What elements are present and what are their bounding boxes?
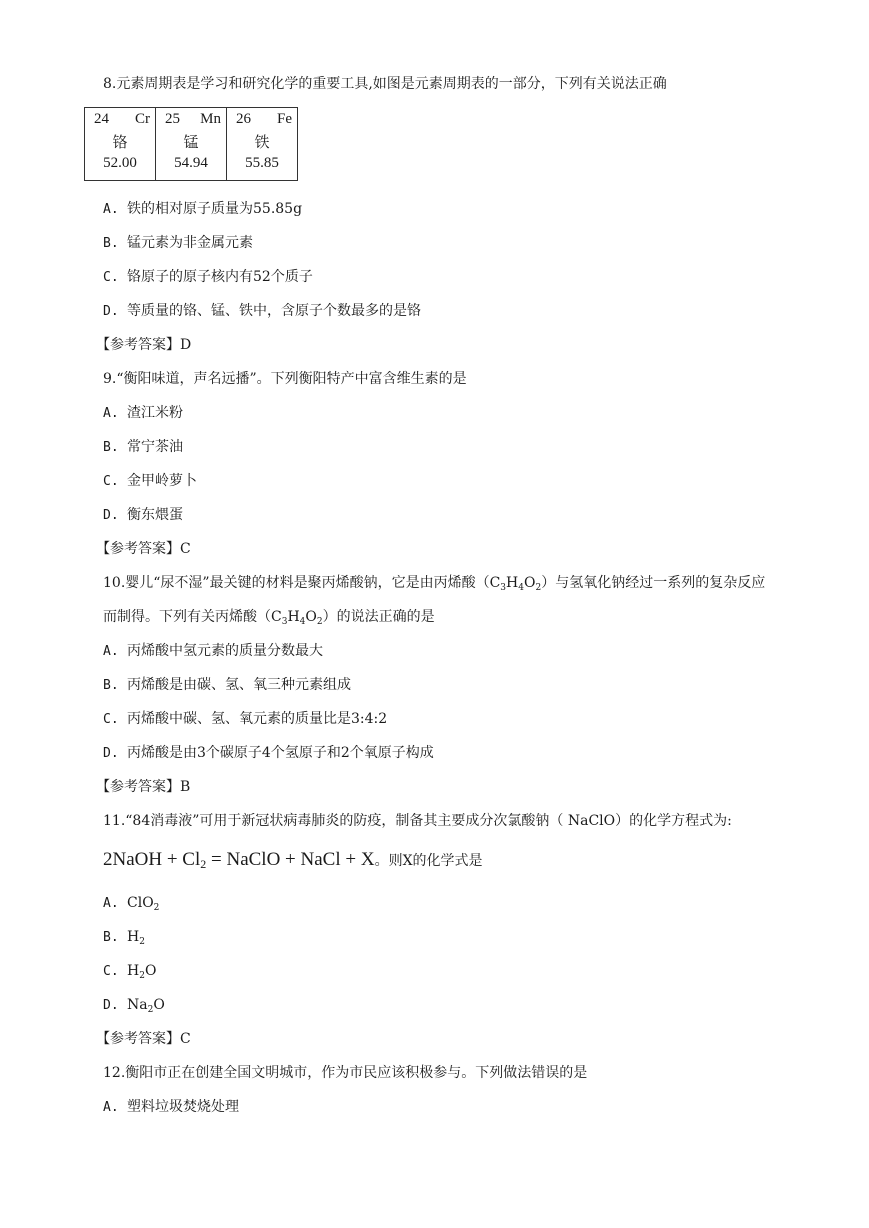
q12-option-a	[103, 1097, 239, 1118]
formula-part: O	[523, 575, 536, 591]
element-name: 锰	[183, 135, 199, 151]
option-label: A.	[103, 1100, 119, 1115]
q11-option-d	[103, 995, 165, 1016]
option-label: D.	[103, 508, 119, 523]
equation-part: = NaClO + NaCl + X	[206, 849, 375, 870]
q8-option-a	[103, 199, 302, 220]
q9-option-a	[103, 403, 183, 424]
q8-option-d	[103, 301, 421, 322]
option-text: 丙烯酸是由碳、氢、氧三种元素组成	[127, 677, 351, 693]
option-label: D.	[103, 998, 119, 1013]
option-label: A.	[103, 896, 119, 911]
q10-answer: 【参考答案】B	[96, 779, 191, 795]
q8-answer: 【参考答案】D	[96, 337, 192, 353]
subscript: 4	[299, 617, 306, 627]
subscript: 2	[316, 617, 323, 627]
question-10-stem-line2	[103, 607, 435, 627]
option-label: D.	[103, 746, 119, 761]
question-10-stem-line1	[103, 573, 765, 593]
formula-part: H	[287, 609, 300, 625]
text: 而制得。下列有关丙烯酸（	[103, 609, 271, 625]
q10-option-c	[103, 709, 387, 730]
atomic-mass: 54.94	[174, 155, 208, 171]
option-label: B.	[103, 236, 119, 251]
q8-option-b	[103, 233, 253, 254]
periodic-table-fragment	[84, 107, 298, 181]
subscript: 2	[200, 857, 207, 871]
text: 10.婴儿“尿不湿”最关键的材料是聚丙烯酸钠，它是由丙烯酸（	[103, 575, 490, 591]
option-text: 铬原子的原子核内有52个质子	[127, 269, 313, 285]
question-8-stem: 8.元素周期表是学习和研究化学的重要工具,如图是元素周期表的一部分，下列有关说法正确	[103, 76, 667, 92]
question-11-stem: 11.“84消毒液”可用于新冠状病毒肺炎的防疫，制备其主要成分次氯酸钠（ NaClO）的化学方程式为:	[103, 813, 732, 829]
option-text: 常宁茶油	[127, 439, 183, 455]
option-text: H	[127, 929, 140, 945]
subscript: 2	[147, 1005, 154, 1015]
option-text: Na	[127, 997, 148, 1013]
option-label: A.	[103, 644, 119, 659]
option-text: O	[144, 963, 157, 979]
equation-part: 2NaOH + Cl	[103, 849, 201, 870]
q8-option-c	[103, 267, 313, 288]
option-text: 金甲岭萝卜	[127, 473, 197, 489]
element-symbol: Fe	[277, 111, 292, 127]
subscript: 3	[281, 617, 288, 627]
formula-part: O	[305, 609, 317, 625]
q9-option-c	[103, 471, 197, 492]
option-text: 塑料垃圾焚烧处理	[127, 1099, 239, 1115]
option-text: 等质量的铬、锰、铁中，含原子个数最多的是铬	[127, 303, 421, 319]
q11-option-b	[103, 927, 145, 948]
option-label: A.	[103, 406, 119, 421]
subscript: 2	[139, 971, 145, 981]
subscript: 3	[500, 583, 507, 593]
question-12-stem: 12.衡阳市正在创建全国文明城市，作为市民应该积极参与。下列做法错误的是	[103, 1065, 588, 1081]
q11-answer: 【参考答案】C	[96, 1031, 191, 1047]
option-text: 丙烯酸中氢元素的质量分数最大	[127, 643, 323, 659]
atomic-number: 25	[165, 111, 180, 127]
option-text: 丙烯酸中碳、氢、氧元素的质量比是3:4:2	[127, 711, 388, 727]
option-text: H	[127, 963, 140, 979]
subscript: 2	[153, 903, 160, 913]
subscript: 2	[535, 583, 542, 593]
q10-option-b	[103, 675, 351, 696]
element-cell-mn	[156, 108, 227, 181]
option-label: C.	[103, 474, 119, 489]
element-name: 铬	[112, 135, 128, 151]
option-text: 衡东煨蛋	[127, 507, 183, 523]
question-9-stem: 9.“衡阳味道，声名远播”。下列衡阳特产中富含维生素的是	[103, 371, 467, 387]
element-name: 铁	[254, 135, 270, 151]
q10-option-d	[103, 743, 434, 764]
q9-option-d	[103, 505, 183, 526]
q11-option-a	[103, 893, 159, 914]
option-text: 丙烯酸是由3个碳原子4个氢原子和2个氧原子构成	[127, 745, 434, 761]
option-label: A.	[103, 202, 119, 217]
option-text: ClO	[127, 895, 154, 911]
element-cell-cr	[85, 108, 156, 181]
formula-part: H	[506, 575, 519, 591]
q9-answer: 【参考答案】C	[96, 541, 191, 557]
option-label: C.	[103, 964, 119, 979]
element-symbol: Mn	[200, 111, 221, 127]
option-text: 铁的相对原子质量为55.85g	[127, 201, 303, 217]
element-cell-fe	[227, 108, 298, 181]
option-text: O	[153, 997, 165, 1013]
option-label: D.	[103, 304, 119, 319]
option-label: B.	[103, 678, 119, 693]
atomic-number: 24	[94, 111, 109, 127]
element-symbol: Cr	[135, 111, 150, 127]
atomic-mass: 55.85	[245, 155, 279, 171]
text: ）与氢氧化钠经过一系列的复杂反应	[541, 575, 766, 591]
option-label: C.	[103, 270, 119, 285]
atomic-mass: 52.00	[103, 155, 137, 171]
question-11-equation	[103, 847, 483, 874]
option-text: 渣江米粉	[127, 405, 183, 421]
text: 。则X的化学式是	[374, 853, 483, 869]
q9-option-b	[103, 437, 183, 458]
subscript: 4	[518, 583, 524, 593]
q10-option-a	[103, 641, 323, 662]
q11-option-c	[103, 961, 156, 982]
formula-part: C	[271, 609, 282, 625]
text: ）的说法正确的是	[322, 609, 435, 625]
formula-part: C	[489, 575, 501, 591]
option-label: B.	[103, 440, 119, 455]
option-text: 锰元素为非金属元素	[127, 235, 253, 251]
option-label: B.	[103, 930, 119, 945]
atomic-number: 26	[236, 111, 251, 127]
subscript: 2	[139, 937, 145, 947]
option-label: C.	[103, 712, 119, 727]
